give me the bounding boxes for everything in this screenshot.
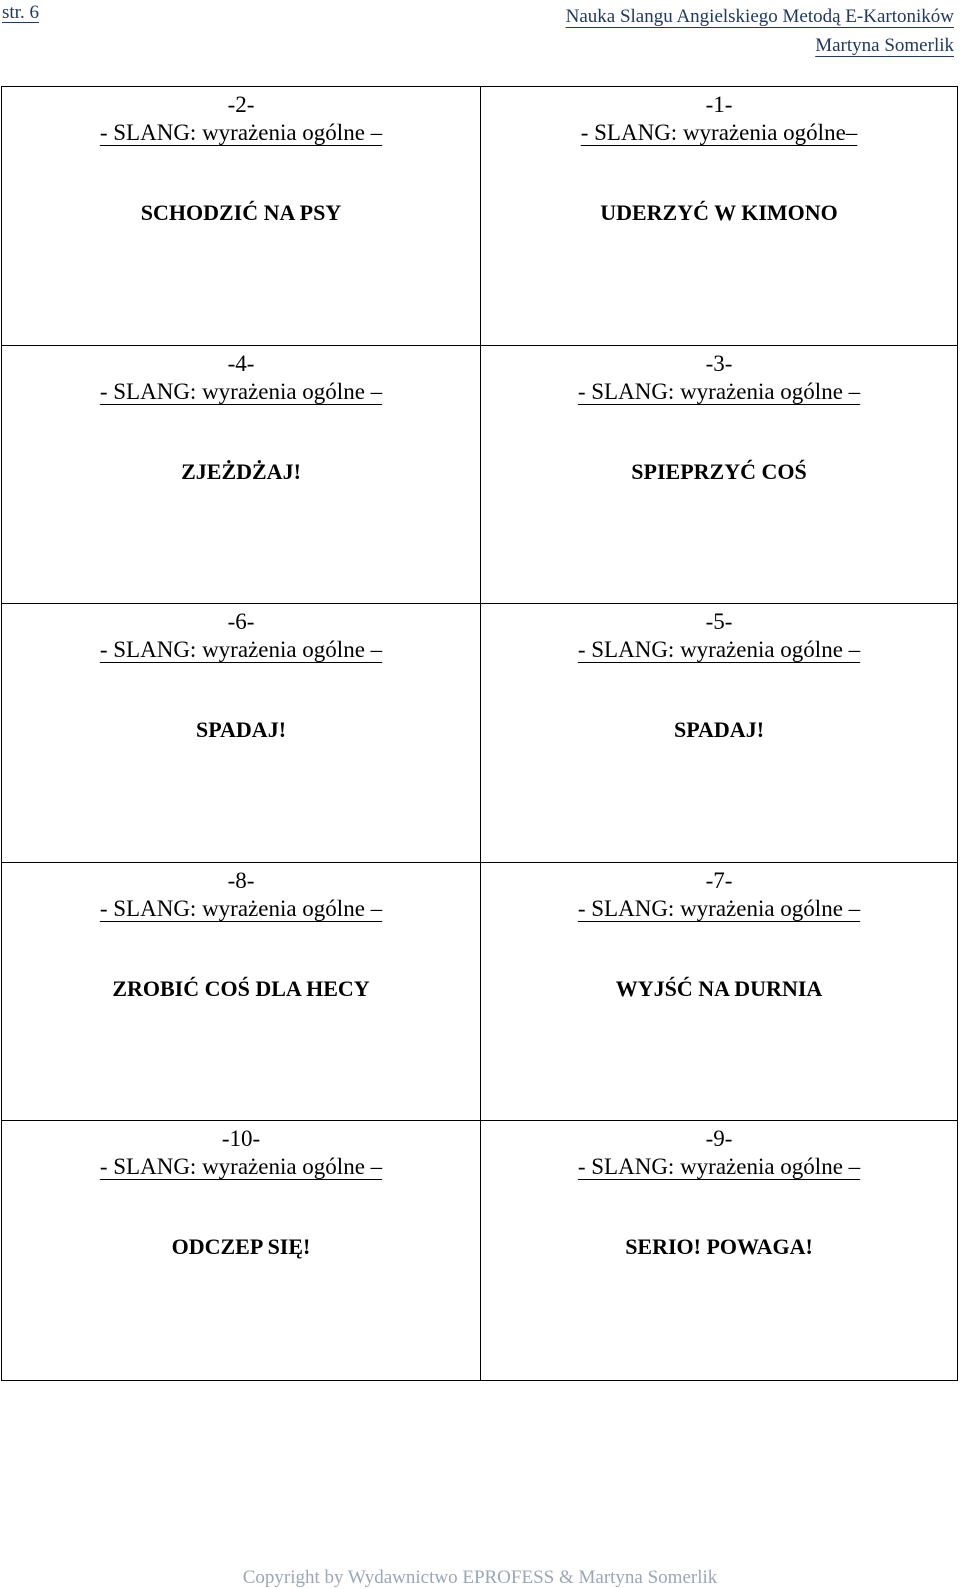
card-category: - SLANG: wyrażenia ogólne – [99, 1154, 383, 1180]
card-category: - SLANG: wyrażenia ogólne – [577, 895, 861, 921]
card-number: -6- [227, 609, 255, 635]
page-header [566, 2, 954, 60]
flashcard [481, 346, 957, 605]
card-category: - SLANG: wyrażenia ogólne – [577, 1154, 861, 1180]
card-category: - SLANG: wyrażenia ogólne – [99, 120, 383, 145]
card-category: - SLANG: wyrażenia ogólne– [580, 120, 858, 145]
flashcard [2, 346, 481, 605]
card-number: -5- [705, 609, 733, 635]
card-phrase: ZROBIĆ COŚ DLA HECY [112, 975, 370, 1001]
page-number: str. 6 [2, 2, 39, 23]
card-category: - SLANG: wyrażenia ogólne – [99, 895, 383, 921]
card-phrase: SCHODZIĆ NA PSY [140, 200, 342, 225]
card-phrase: SPADAJ! [195, 717, 287, 743]
card-number: -9- [705, 1126, 733, 1152]
card-phrase: ZJEŻDŻAJ! [181, 458, 301, 484]
card-phrase: SERIO! POWAGA! [625, 1234, 813, 1260]
document-author: Martyna Somerlik [815, 35, 954, 56]
card-phrase: WYJŚĆ NA DURNIA [615, 975, 823, 1001]
flashcard [2, 863, 481, 1122]
flashcard [2, 604, 481, 863]
card-number: -4- [227, 350, 255, 376]
card-number: -3- [705, 350, 733, 376]
card-phrase: SPIEPRZYĆ COŚ [631, 458, 807, 484]
flashcard [481, 1121, 957, 1380]
flashcard [481, 863, 957, 1122]
card-number: -10- [221, 1126, 261, 1152]
card-category: - SLANG: wyrażenia ogólne – [99, 637, 383, 663]
card-category: - SLANG: wyrażenia ogólne – [577, 637, 861, 663]
flashcard [481, 604, 957, 863]
card-phrase: ODCZEP SIĘ! [171, 1234, 311, 1260]
card-phrase: SPADAJ! [673, 717, 765, 743]
card-category: - SLANG: wyrażenia ogólne – [99, 378, 383, 404]
flashcard [2, 87, 481, 346]
flashcard [481, 87, 957, 346]
card-number: -1- [705, 92, 733, 117]
card-phrase: UDERZYĆ W KIMONO [600, 200, 838, 225]
flashcard [2, 1121, 481, 1380]
flashcard-grid [1, 86, 958, 1381]
card-number: -2- [227, 92, 255, 117]
card-number: -7- [705, 867, 733, 893]
document-title: Nauka Slangu Angielskiego Metodą E-Kartoników [565, 6, 954, 27]
copyright-footer: Copyright by Wydawnictwo EPROFESS & Martyna Somerlik [242, 1567, 718, 1588]
card-number: -8- [227, 867, 255, 893]
card-category: - SLANG: wyrażenia ogólne – [577, 378, 861, 404]
